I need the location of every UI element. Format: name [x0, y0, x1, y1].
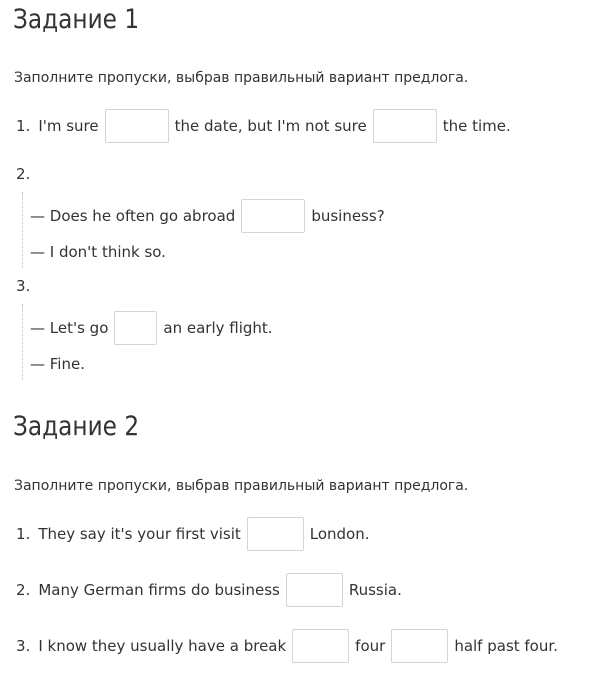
- question-number: 2.: [16, 165, 31, 183]
- question-text: Russia.: [348, 581, 402, 599]
- answer-blank-5[interactable]: [247, 517, 304, 551]
- task1-question-3-line-2: [30, 346, 85, 382]
- answer-blank-2[interactable]: [373, 109, 437, 143]
- task1-question-2-number: [16, 156, 30, 192]
- dialog-text: business?: [311, 207, 385, 225]
- question-number: 1.: [16, 525, 31, 543]
- answer-blank-4[interactable]: [114, 311, 157, 345]
- task2-question-2: [16, 572, 402, 608]
- answer-blank-7[interactable]: [292, 629, 349, 663]
- question-text: London.: [309, 525, 370, 543]
- question-number: 2.: [16, 581, 31, 599]
- question-text: Many German firms do business: [38, 581, 280, 599]
- answer-blank-3[interactable]: [241, 199, 305, 233]
- dialog-text: — I don't think so.: [30, 243, 166, 261]
- question-number: 1.: [16, 117, 31, 135]
- task1-question-3-line-1: [30, 310, 273, 346]
- task1-title: Задание 1: [13, 4, 140, 35]
- task1-instruction: Заполните пропуски, выбрав правильный вариант предлога.: [14, 70, 469, 86]
- question-text: They say it's your first visit: [38, 525, 241, 543]
- question-text: I know they usually have a break: [38, 637, 287, 655]
- task2-question-3: [16, 628, 558, 664]
- task1-question-2-line-1: [30, 198, 385, 234]
- question-text: four: [355, 637, 386, 655]
- dialog-divider: [22, 192, 23, 268]
- dialog-divider: [22, 304, 23, 380]
- dialog-text: — Let's go: [30, 319, 109, 337]
- question-text: the time.: [442, 117, 511, 135]
- question-number: 3.: [16, 277, 31, 295]
- task2-question-1: [16, 516, 370, 552]
- question-text: the date, but I'm not sure: [174, 117, 367, 135]
- task1-question-3-number: [16, 268, 30, 304]
- dialog-text: an early flight.: [163, 319, 273, 337]
- dialog-text: — Does he often go abroad: [30, 207, 236, 225]
- question-number: 3.: [16, 637, 31, 655]
- answer-blank-6[interactable]: [286, 573, 343, 607]
- dialog-text: — Fine.: [30, 355, 85, 373]
- task1-question-1: [16, 108, 511, 144]
- answer-blank-1[interactable]: [105, 109, 169, 143]
- task1-question-2-line-2: [30, 234, 166, 270]
- answer-blank-8[interactable]: [391, 629, 448, 663]
- question-text: half past four.: [454, 637, 558, 655]
- task2-instruction: Заполните пропуски, выбрав правильный вариант предлога.: [14, 478, 469, 494]
- task2-title: Задание 2: [13, 411, 140, 442]
- question-text: I'm sure: [38, 117, 99, 135]
